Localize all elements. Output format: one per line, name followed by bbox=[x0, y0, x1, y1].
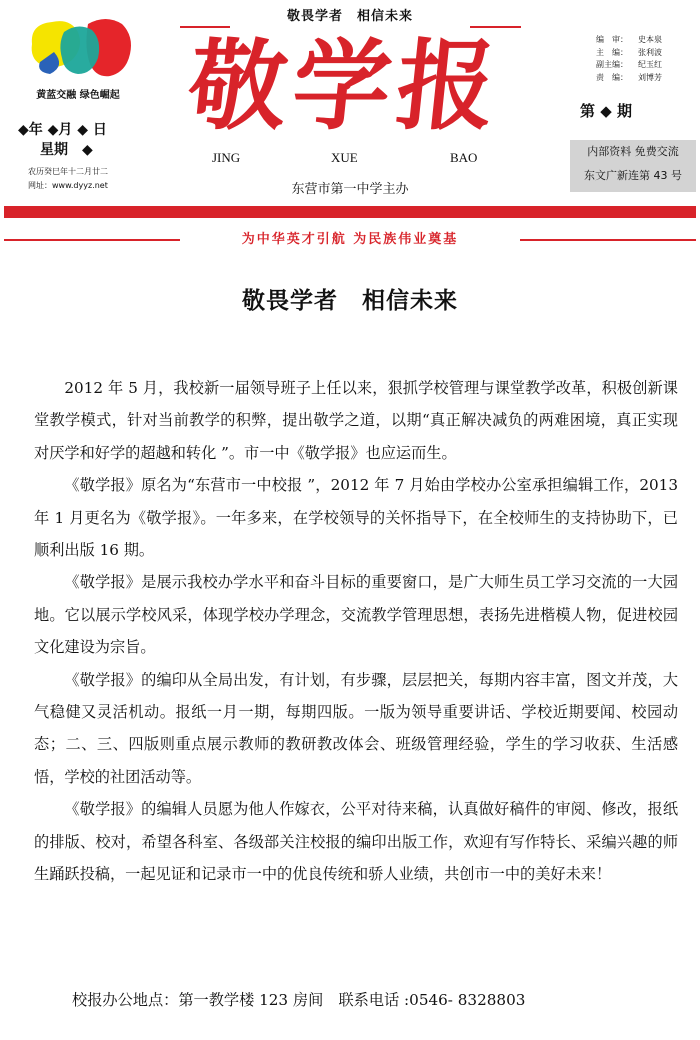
article-paragraph: 2012 年 5 月，我校新一届领导班子上任以来，狠抓学校管理与课堂教学改革，积极创新课堂教学模式，针对当前教学的积弊，提出敬学之道，以期“真正解决减负的两难困境，真正实现对厌学和好学的超越和转化 ”。市一中《敬学报》也应运而生。 bbox=[34, 379, 678, 462]
newspaper-title: 敬学报 bbox=[182, 29, 508, 144]
credit-role: 责 编： bbox=[596, 72, 628, 82]
article-paragraph: 《敬学报》的编辑人员愿为他人作嫁衣，公平对待来稿，认真做好稿件的审阅、修改，报纸的排版、校对，希望各科室、各级部关注校报的编印出版工作，欢迎有写作特长、采编兴趣的师生踊跃投稿，一起见证和记录市一中的优良传统和骄人业绩，共创市一中的美好未来！ bbox=[34, 800, 678, 884]
credit-role: 副主编： bbox=[596, 60, 628, 69]
credit-name: 张利波 bbox=[638, 47, 662, 57]
date-block bbox=[18, 120, 168, 160]
logo-slogan: 黄蓝交融 绿色崛起 bbox=[36, 90, 120, 101]
issue-number: 第 ◆ 期 bbox=[580, 102, 632, 120]
article-title: 敬畏学者 相信未来 bbox=[242, 287, 458, 314]
masthead-motto: 敬畏学者 相信未来 bbox=[230, 6, 470, 28]
credit-name: 纪玉红 bbox=[638, 60, 662, 69]
article-paragraph: 《敬学报》的编印从全局出发，有计划，有步骤，层层把关，每期内容丰富，图文并茂，大气稳健又灵活机动。报纸一月一期，每期四版。一版为领导重要讲话、学校近期要闻、校园动态；二、三、四版则重点展示教师的教研教改体会、班级管理经验，学生的学习收获、生活感悟，学校的社团活动等。 bbox=[34, 670, 678, 786]
credit-row bbox=[596, 72, 696, 85]
contact-line: 校报办公地点：第一教学楼 123 房间 联系电话 :0546- 8328803 bbox=[72, 991, 526, 1009]
credit-role: 编 审： bbox=[596, 35, 628, 44]
website-link[interactable]: 网址：www.dyyz.net bbox=[28, 181, 108, 190]
weekday-line: 星期 ◆ bbox=[40, 142, 93, 158]
info-line-internal: 内部资料 免费交流 bbox=[587, 145, 679, 158]
publisher-line: 东营市第一中学主办 bbox=[291, 182, 409, 197]
article-paragraph: 《敬学报》是展示我校办学水平和奋斗目标的重要窗口，是广大师生员工学习交流的一大园地。它以展示学校风采，体现学校办学理念，交流教学管理思想，表扬先进楷模人物，促进校园文化建设为宗旨。 bbox=[34, 573, 678, 657]
banner-slogan: 为中华英才引航 为民族伟业奠基 bbox=[180, 229, 520, 251]
credit-name: 刘博芳 bbox=[638, 72, 662, 82]
title-pinyin-3: BAO bbox=[450, 150, 478, 165]
masthead-red-bar bbox=[4, 206, 696, 218]
title-pinyin-2: XUE bbox=[331, 150, 358, 165]
credit-role: 主 编： bbox=[596, 47, 628, 57]
credit-name: 史本泉 bbox=[638, 35, 662, 44]
article-paragraph: 《敬学报》原名为“东营市一中校报 ”，2012 年 7 月始由学校办公室承担编辑工作，2013 年 1 月更名为《敬学报》。一年多来，在学校领导的关怀指导下，在全校师生的支持协助下，已顺利出版 16 期。 bbox=[34, 476, 678, 560]
info-box bbox=[570, 140, 696, 192]
credit-row bbox=[596, 47, 696, 60]
lunar-date: 农历癸巳年十二月廿二 bbox=[28, 167, 108, 176]
editorial-credits bbox=[596, 34, 696, 84]
info-line-license: 东文广新连第 43 号 bbox=[584, 169, 682, 182]
title-pinyin-1: JING bbox=[212, 150, 241, 165]
credit-row bbox=[596, 59, 696, 72]
article-body bbox=[34, 372, 678, 891]
credit-row bbox=[596, 34, 696, 47]
school-logo-icon bbox=[26, 14, 134, 82]
date-line: ◆年 ◆月 ◆ 日 bbox=[18, 122, 107, 138]
